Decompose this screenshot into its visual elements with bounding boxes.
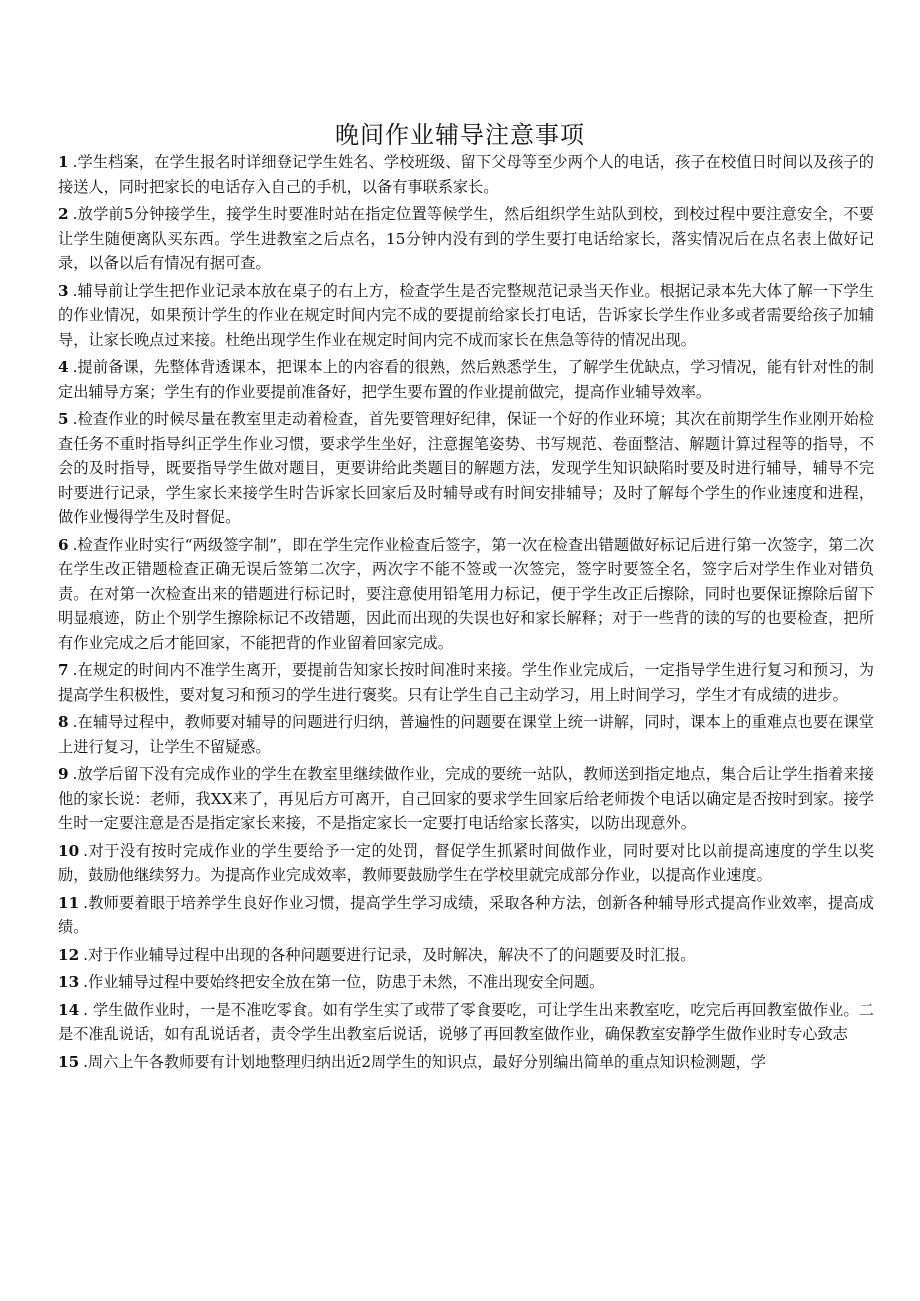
list-item-15 <box>58 1050 874 1075</box>
document-body <box>58 150 874 1077</box>
list-item-13 <box>58 970 874 995</box>
item-number: 14 <box>58 1000 80 1019</box>
item-number: 5 <box>58 410 69 428</box>
list-item-14 <box>58 998 874 1047</box>
item-number: 12 <box>58 945 80 964</box>
item-text: .放学后留下没有完成作业的学生在教室里继续做作业，完成的要统一站队，教师送到指定地点，集合后让学生指着来接他的家长说：老师，我XX来了，再见后方可离开，自己回家的要求学生回家后给老师拨个电话以确定是否按时到家。接学生时一定要注意是否是指定家长来接，不是指定家长一定要打电话给家长落实，以防出现意外。 <box>58 765 874 832</box>
list-item-12 <box>58 943 874 968</box>
item-number: 2 <box>58 205 69 223</box>
item-number: 6 <box>58 535 69 554</box>
list-item-4 <box>58 355 874 404</box>
item-number: 15 <box>58 1052 80 1071</box>
list-item-11 <box>58 891 874 940</box>
item-text: .在规定的时间内不准学生离开，要提前告知家长按时间准时来接。学生作业完成后，一定指导学生进行复习和预习，为提高学生积极性，要对复习和预习的学生进行褒奖。只有让学生自己主动学习，用上时间学习，学生才有成绩的进步。 <box>58 661 874 704</box>
item-text: .对于作业辅导过程中出现的各种问题要进行记录，及时解决，解决不了的问题要及时汇报。 <box>83 945 696 964</box>
list-item-5 <box>58 407 874 530</box>
item-number: 4 <box>58 358 69 376</box>
item-text: .周六上午各教师要有计划地整理归纳出近2周学生的知识点，最好分别编出简单的重点知识检测题，学 <box>83 1052 766 1071</box>
item-text: .提前备课，先整体背透课本，把课本上的内容看的很熟，然后熟悉学生，了解学生优缺点，学习情况，能有针对性的制定出辅导方案；学生有的作业要提前准备好，把学生要布置的作业提前做完，提高作业辅导效率。 <box>58 358 874 401</box>
list-item-2 <box>58 202 874 276</box>
item-text: .学生档案，在学生报名时详细登记学生姓名、学校班级、留下父母等至少两个人的电话，孩子在校值日时间以及孩子的接送人，同时把家长的电话存入自己的手机，以备有事联系家长。 <box>58 153 874 196</box>
item-text: .对于没有按时完成作业的学生要给予一定的处罚，督促学生抓紧时间做作业，同时要对比以前提高速度的学生以奖励，鼓励他继续努力。为提高作业完成效率，教师要鼓励学生在学校里就完成部分作业，以提高作业速度。 <box>58 841 874 884</box>
list-item-3 <box>58 279 874 353</box>
item-number: 7 <box>58 661 69 679</box>
item-text: .作业辅导过程中要始终把安全放在第一位，防患于未然，不准出现安全问题。 <box>83 973 605 991</box>
item-number: 13 <box>58 973 80 991</box>
item-number: 3 <box>58 281 69 300</box>
item-number: 9 <box>58 765 69 783</box>
item-number: 10 <box>58 841 80 860</box>
list-item-9 <box>58 762 874 836</box>
list-item-7 <box>58 658 874 707</box>
page-title: 晚间作业辅导注意事项 <box>335 121 585 149</box>
item-number: 11 <box>58 893 80 912</box>
list-item-6 <box>58 533 874 656</box>
item-text: .检查作业时实行“两级签字制”，即在学生完作业检查后签字，第一次在检查出错题做好标记后进行第一次签字，第二次在学生改正错题检查正确无误后签第二次字，两次字不能不签或一次签完，签字时要签全名，签字后对学生作业对错负责。在对第一次检查出来的错题进行标记时，要注意使用铅笔用力标记，便于学生改正后擦除，同时也要保证擦除后留下明显痕迹，防止个别学生擦除标记不改错题，因此而出现的失误也好和家长解释；对于一些背的读的写的也要检查，把所有作业完成之后才能回家，不能把背的作业留着回家完成。 <box>58 535 874 652</box>
item-number: 1 <box>58 153 69 171</box>
list-item-8 <box>58 710 874 759</box>
list-item-1 <box>58 150 874 199</box>
item-text: .检查作业的时候尽量在教室里走动着检查，首先要管理好纪律，保证一个好的作业环境；其次在前期学生作业刚开始检查任务不重时指导纠正学生作业习惯，要求学生坐好，注意握笔姿势、书写规范、卷面整洁、解题计算过程等的指导，不会的及时指导，既要指导学生做对题目，更要讲给此类题目的解题方法，发现学生知识缺陷时要及时进行辅导，辅导不完时要进行记录，学生家长来接学生时告诉家长回家后及时辅导或有时间安排辅导；及时了解每个学生的作业速度和进程，做作业慢得学生及时督促。 <box>58 410 874 526</box>
item-text: .在辅导过程中，教师要对辅导的问题进行归纳，普遍性的问题要在课堂上统一讲解，同时，课本上的重难点也要在课堂上进行复习，让学生不留疑惑。 <box>58 713 874 756</box>
item-text: . 学生做作业时，一是不准吃零食。如有学生实了或带了零食要吃，可让学生出来教室吃，吃完后再回教室做作业。二是不准乱说话，如有乱说话者，责令学生出教室后说话，说够了再回教室做作业，确保教室安静学生做作业时专心致志 <box>58 1000 874 1043</box>
list-item-10 <box>58 839 874 888</box>
item-text: .辅导前让学生把作业记录本放在桌子的右上方，检查学生是否完整规范记录当天作业。根据记录本先大体了解一下学生的作业情况，如果预计学生的作业在规定时间内完不成的要提前给家长打电话，告诉家长学生作业多或者需要给孩子加辅导，让家长晚点过来接。杜绝出现学生作业在规定时间内完不成而家长在焦急等待的情况出现。 <box>58 281 874 349</box>
item-text: .教师要着眼于培养学生良好作业习惯，提高学生学习成绩，采取各种方法，创新各种辅导形式提高作业效率，提高成绩。 <box>58 893 874 936</box>
item-number: 8 <box>58 713 69 731</box>
item-text: .放学前5分钟接学生，接学生时要准时站在指定位置等候学生，然后组织学生站队到校，到校过程中要注意安全，不要让学生随便离队买东西。学生进教室之后点名，15分钟内没有到的学生要打电话给家长，落实情况后在点名表上做好记录，以备以后有情况有据可查。 <box>58 205 874 272</box>
